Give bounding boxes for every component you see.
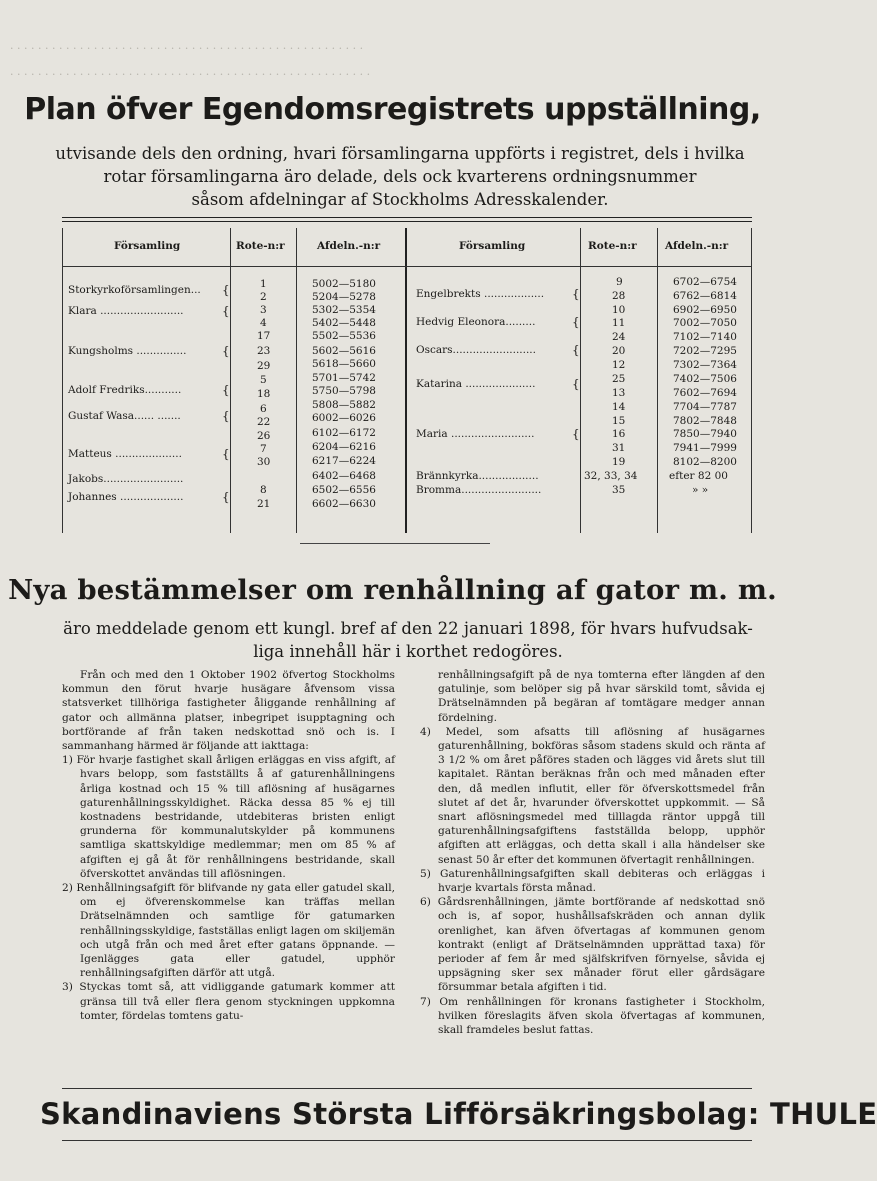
top-rule (62, 217, 752, 218)
rote-number: 7 (260, 443, 267, 455)
rote-number: 15 (612, 415, 626, 427)
rote-number: 14 (612, 401, 626, 413)
division-range: 7002—7050 (673, 317, 737, 329)
division-range: 7941—7999 (673, 442, 737, 454)
brace-mark: { (222, 409, 230, 423)
parish-name: Adolf Fredriks........... (68, 384, 182, 396)
division-range: 7302—7364 (673, 359, 737, 371)
division-range: 5204—5278 (312, 291, 376, 303)
rote-number: 5 (260, 374, 267, 386)
advertisement: Skandinaviens Största Lifförsäkringsbolag: THULE (40, 1097, 877, 1131)
column-header: Afdeln.-n:r (317, 240, 381, 252)
division-range: 6702—6754 (673, 276, 737, 288)
paragraph: 3) Styckas tomt så, att vidliggande gatumark kommer att gränsa till två eller flera genom styckningen uppkomna tomter, fördelas tomtens gatu- (62, 981, 395, 1022)
division-range: 5602—5616 (312, 345, 376, 357)
division-range: 5808—5882 (312, 399, 376, 411)
rote-number: 28 (612, 290, 626, 302)
parish-name: Brännkyrka.................. (416, 470, 539, 482)
division-range: 6902—6950 (673, 304, 737, 316)
subtitle-line: rotar församlingarna äro delade, dels ock kvarterens ordningsnummer (103, 167, 697, 186)
parish-name: Bromma........................ (416, 484, 542, 496)
rote-number: 22 (257, 416, 271, 428)
division-range: 6217—6224 (312, 455, 376, 467)
brace-mark: { (222, 344, 230, 358)
division-range: » » (692, 484, 709, 496)
division-range: 7850—7940 (673, 428, 737, 440)
division-range: 5302—5354 (312, 304, 376, 316)
rote-number: 19 (612, 456, 626, 468)
table-column-line (296, 228, 297, 533)
paragraph: 4) Medel, som afsatts till aflösning af husägarnes gaturenhållning, bokföras såsom stadens skuld och ränta af 3 1/2 % om året påföres staden och lägges vid årets slut till kapitalet. Räntan beräknas från och med månaden efter den, då medlen influtit, eller för öfverskottsmedel från slutet af det år, hvarunder öfverskottet uppkommit. — Så snart aflösningsmedel med tilllagda räntor uppgå till gaturenhållningsafgiftens fastställda belopp, upphör afgiften att erläggas, och detta skall i alla händelser ske senast 50 år efter det kommunen öfvertagit renhållningen. (420, 725, 765, 866)
ad-rule-top (62, 1088, 752, 1089)
parish-name: Storkyrkoförsamlingen... (68, 284, 201, 296)
division-range: 7202—7295 (673, 345, 737, 357)
rote-number: 18 (257, 388, 271, 400)
rote-number: 21 (257, 498, 271, 510)
rote-number: 24 (612, 331, 626, 343)
paragraph: 6) Gårdsrenhållningen, jämte bortförande af nedskottad snö och is, af sopor, hushållsafskräden och annan dylik orenlighet, kan äfven öfvertagas af kommunen genom kontrakt (enligt af Drätselnämnden upprättad taxa) för perioder af fem år med själfskrifven förnyelse, såvida ej uppsägning sker sex månader förut eller gårdsägare försummar betala afgiften i tid. (420, 896, 765, 994)
brace-mark: { (222, 447, 230, 461)
table-column-line (580, 228, 581, 533)
paragraph: 7) Om renhållningen för kronans fastigheter i Stockholm, hvilken föreslagits äfven skola öfvertagas af kommunen, skall framdeles beslut fattas. (420, 995, 765, 1037)
parish-name: Gustaf Wasa...... ....... (68, 410, 181, 422)
rote-number: 13 (612, 387, 626, 399)
division-range: 5502—5536 (312, 330, 376, 342)
table-column-line (230, 228, 231, 533)
parish-name: Kungsholms ............... (68, 345, 187, 357)
parish-name: Matteus .................... (68, 448, 182, 460)
brace-mark: { (572, 377, 580, 391)
bleed-through-text: · · · · · · · · · · · · · · · · · · · · · · · · · · · · · · · · · · · · · · · · · · · · · · · · · · · · (10, 68, 371, 81)
rote-number: 12 (612, 359, 626, 371)
division-range: 6602—6630 (312, 498, 376, 510)
rote-number: 16 (612, 428, 626, 440)
rote-number: 20 (612, 345, 626, 357)
brace-mark: { (572, 287, 580, 301)
paragraph: Från och med den 1 Oktober 1902 öfvertog Stockholms kommun den förut hvarje husägare åfvensom vissa statsverket tillhöriga fastigheter åliggande renhållning af gator och allmänna platser, inbegripet isupptagning och bortförande af från taken nedskottad snö och is. I sammanhang härmed är följande att iakttaga: (62, 669, 395, 753)
ad-rule-bottom (62, 1140, 752, 1141)
division-range: 6102—6172 (312, 427, 376, 439)
division-range: 6204—6216 (312, 441, 376, 453)
rote-number: 3 (260, 304, 267, 316)
parish-name: Johannes ................... (68, 491, 184, 503)
rote-number: 17 (257, 330, 271, 342)
bleed-through-text: · · · · · · · · · · · · · · · · · · · · · · · · · · · · · · · · · · · · · · · · · · · · · · · · · · · (10, 42, 364, 55)
section-divider (300, 543, 490, 544)
rote-number: 30 (257, 456, 271, 468)
left-text-column (62, 668, 395, 1023)
division-range: 7402—7506 (673, 373, 737, 385)
division-range: 5618—5660 (312, 358, 376, 370)
paragraph: 5) Gaturenhållningsafgiften skall debiteras och erläggas i hvarje kvartals första månad. (420, 867, 765, 895)
column-header: Rote-n:r (588, 240, 637, 252)
division-range: 7802—7848 (673, 415, 737, 427)
division-range: 5402—5448 (312, 317, 376, 329)
brace-mark: { (222, 490, 230, 504)
table-center-line (405, 228, 407, 533)
column-header: Rote-n:r (236, 240, 285, 252)
division-range: 7704—7787 (673, 401, 737, 413)
brace-mark: { (572, 427, 580, 441)
rote-number: 32, 33, 34 (584, 470, 638, 482)
parish-name: Maria ......................... (416, 428, 535, 440)
right-text-column (420, 668, 765, 1037)
column-header: Afdeln.-n:r (665, 240, 729, 252)
paragraph: 1) För hvarje fastighet skall årligen erläggas en viss afgift, af hvars belopp, som fastställts å af gaturenhållningens årliga kostnad och 15 % till aflösning af husägarnes gaturenhållningsskyldighet. Räcka dessa 85 % ej till kostnadens bestridande, utdebiteras bristen enligt grunderna för kommunalutskylder på kommunens samtliga skattskyldige medlemmar; men om 85 % af afgiften ej gå åt för renhållningens bestridande, skall öfverskottet användas till aflösningen. (62, 754, 395, 880)
division-range: 7102—7140 (673, 331, 737, 343)
division-range: 8102—8200 (673, 456, 737, 468)
division-range: efter 82 00 (669, 470, 728, 482)
brace-mark: { (572, 315, 580, 329)
brace-mark: { (572, 343, 580, 357)
column-header: Församling (459, 240, 526, 252)
rote-number: 25 (612, 373, 626, 385)
rote-number: 1 (260, 278, 267, 290)
parish-name: Jakobs........................ (68, 473, 184, 485)
table-column-line (657, 228, 658, 533)
parish-name: Klara ......................... (68, 305, 184, 317)
rote-number: 6 (260, 403, 267, 415)
rote-number: 26 (257, 430, 271, 442)
parish-name: Oscars......................... (416, 344, 536, 356)
subtitle-line: utvisande dels den ordning, hvari församlingarna uppförts i registret, dels i hvilka (55, 144, 745, 163)
register-table (62, 228, 752, 538)
page-title: Plan öfver Egendomsregistrets uppställning, (24, 92, 761, 127)
division-range: 5002—5180 (312, 278, 376, 290)
rote-number: 23 (257, 345, 271, 357)
rote-number: 4 (260, 317, 267, 329)
brace-mark: { (222, 304, 230, 318)
intro-line: äro meddelade genom ett kungl. bref af den 22 januari 1898, för hvars hufvudsak- (63, 619, 753, 638)
rote-number: 35 (612, 484, 626, 496)
division-range: 5701—5742 (312, 372, 376, 384)
rote-number: 29 (257, 360, 271, 372)
division-range: 6002—6026 (312, 412, 376, 424)
subtitle-line: såsom afdelningar af Stockholms Adresskalender. (191, 190, 609, 209)
page-subtitle (40, 142, 760, 211)
brace-mark: { (222, 283, 230, 297)
header-separator (62, 266, 752, 267)
section-intro (48, 617, 768, 663)
section-title: Nya bestämmelser om renhållning af gator m. m. (8, 574, 777, 606)
brace-mark: { (222, 383, 230, 397)
rote-number: 10 (612, 304, 626, 316)
division-range: 6502—6556 (312, 484, 376, 496)
division-range: 6762—6814 (673, 290, 737, 302)
rote-number: 31 (612, 442, 626, 454)
rote-number: 8 (260, 484, 267, 496)
rote-number: 9 (616, 276, 623, 288)
parish-name: Engelbrekts .................. (416, 288, 545, 300)
division-range: 7602—7694 (673, 387, 737, 399)
paragraph: 2) Renhållningsafgift för blifvande ny gata eller gatudel skall, om ej öfverenskommelse kan träffas mellan Drätselnämnden och samtlige för gatumarken renhållningsskyldige, fastställas enligt lagen om skiljemän och utgå från och med året efter gatans öppnande. — Igenlägges gata eller gatudel, upphör renhållningsafgiften därför att utgå. (62, 882, 395, 980)
parish-name: Katarina ..................... (416, 378, 536, 390)
division-range: 5750—5798 (312, 385, 376, 397)
top-rule (62, 221, 752, 222)
column-header: Församling (114, 240, 181, 252)
parish-name: Hedvig Eleonora......... (416, 316, 536, 328)
paragraph: renhållningsafgift på de nya tomterna efter längden af den gatulinje, som belöper sig på hvar särskild tomt, såvida ej Drätselnämnden på begäran af tomtägare medger annan fördelning. (438, 669, 765, 724)
division-range: 6402—6468 (312, 470, 376, 482)
intro-line: liga innehåll här i korthet redogöres. (253, 642, 563, 661)
table-column-line (751, 228, 752, 533)
table-column-line (62, 228, 63, 533)
rote-number: 2 (260, 291, 267, 303)
rote-number: 11 (612, 317, 626, 329)
